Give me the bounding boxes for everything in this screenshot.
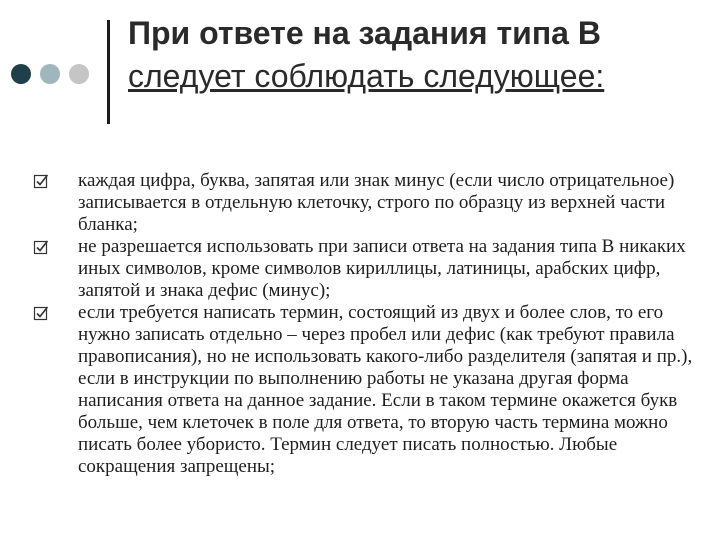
dot-light-icon [69, 64, 89, 84]
checkbox-checked-icon [33, 173, 49, 189]
slide-title [128, 12, 698, 98]
decorative-dots [0, 64, 100, 86]
dot-mid-icon [40, 64, 60, 84]
list-item [74, 302, 694, 478]
list-item-text: не разрешается использовать при записи ответа на задания типа В никаких иных символов, кроме символов кириллицы, латиницы, арабских цифр, запятой и знака дефис (минус); [78, 236, 686, 301]
checkbox-checked-icon [33, 305, 49, 321]
rules-list [74, 170, 694, 478]
dot-dark-icon [11, 64, 31, 84]
checkbox-checked-icon [33, 239, 49, 255]
list-item [74, 170, 694, 236]
title-underlined-part: следует соблюдать следующее: [128, 58, 605, 94]
list-item [74, 236, 694, 302]
title-divider [107, 20, 110, 124]
list-item-text: каждая цифра, буква, запятая или знак минус (если число отрицательное) записывается в отдельную клеточку, строго по образцу из верхней части бланка; [78, 170, 675, 235]
list-item-text: если требуется написать термин, состоящий из двух и более слов, то его нужно записать отдельно – через пробел или дефис (как требуют правила правописания), но не использовать какого-либо разделителя (запятая и пр.), если в инструкции по выполнению работы не указана другая форма написания ответа на данное задание. Если в таком термине окажется букв больше, чем клеточек в поле для ответа, то вторую часть термина можно писать более убористо. Термин следует писать полностью. Любые сокращения запрещены; [78, 302, 693, 477]
title-bold-part: При ответе на задания типа В [128, 15, 601, 51]
